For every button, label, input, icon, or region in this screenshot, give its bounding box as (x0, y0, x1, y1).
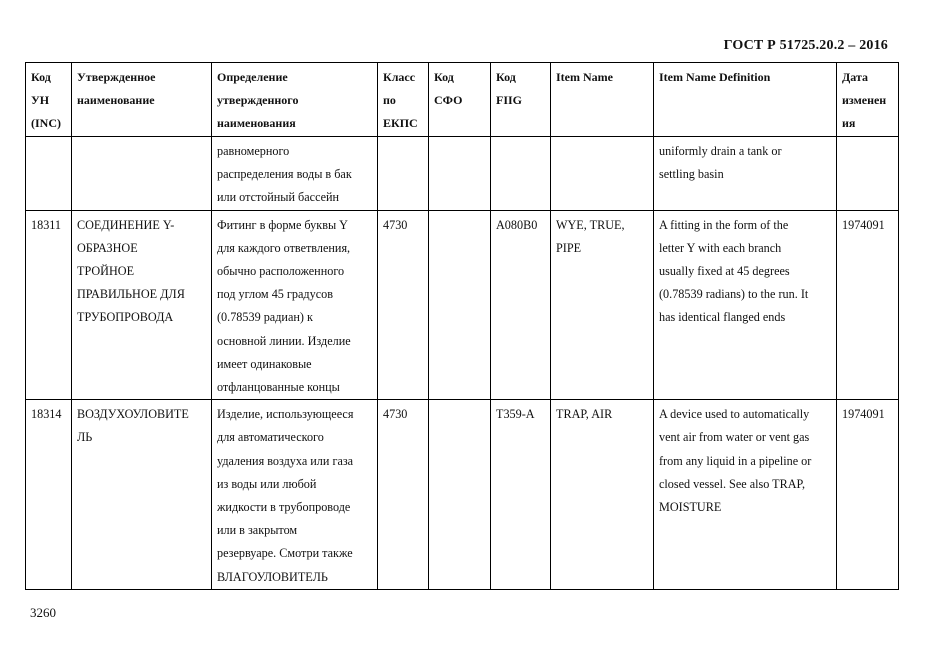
cell-name-ru: ВОЗДУХОУЛОВИТЕ ЛЬ (72, 400, 212, 590)
cell-ekps-class (378, 137, 429, 211)
page-number: 3260 (30, 605, 56, 620)
col-header-approved-name: Утвержденное наименование (72, 63, 212, 137)
cell-ekps-class: 4730 (378, 400, 429, 590)
cell-item-name: TRAP, AIR (551, 400, 654, 590)
cell-definition-ru: Фитинг в форме буквы Y для каждого ответвления, обычно расположенного под углом 45 градусов (0.78539 радиан) к основной линии. Изделие имеет одинаковые отфланцованные концы (212, 210, 378, 400)
col-header-definition-ru: Определение утвержденного наименования (212, 63, 378, 137)
cell-definition-en: A device used to automatically vent air from water or vent gas from any liquid in a pipeline or closed vessel. See also TRAP, MOISTURE (654, 400, 837, 590)
col-header-item-name: Item Name (551, 63, 654, 137)
cell-inc: 18314 (26, 400, 72, 590)
cell-fiig-code: A080B0 (491, 210, 551, 400)
table-row (26, 210, 899, 400)
col-header-sfo-code: Код СФО (429, 63, 491, 137)
cell-sfo-code (429, 400, 491, 590)
cell-item-name (551, 137, 654, 211)
col-header-ekps-class: Класс по ЕКПС (378, 63, 429, 137)
cell-inc (26, 137, 72, 211)
cell-definition-ru: равномерного распределения воды в бак или отстойный бассейн (212, 137, 378, 211)
cell-sfo-code (429, 210, 491, 400)
table-header-row (26, 63, 899, 137)
cell-definition-ru: Изделие, использующееся для автоматического удаления воздуха или газа из воды или любой жидкости в трубопроводе или в закрытом резервуаре. Смотри также ВЛАГОУЛОВИТЕЛЬ (212, 400, 378, 590)
cell-name-ru (72, 137, 212, 211)
catalog-table (25, 62, 899, 590)
table-row-continuation (26, 137, 899, 211)
col-header-change-date: Дата изменен ия (837, 63, 899, 137)
cell-definition-en: A fitting in the form of the letter Y with each branch usually fixed at 45 degrees (0.78539 radians) to the run. It has identical flanged ends (654, 210, 837, 400)
cell-fiig-code: T359-A (491, 400, 551, 590)
cell-item-name: WYE, TRUE, PIPE (551, 210, 654, 400)
document-header: ГОСТ Р 51725.20.2 – 2016 (723, 38, 888, 53)
col-header-inc: Код УН (INC) (26, 63, 72, 137)
cell-change-date: 1974091 (837, 400, 899, 590)
col-header-item-definition: Item Name Definition (654, 63, 837, 137)
cell-ekps-class: 4730 (378, 210, 429, 400)
table-row (26, 400, 899, 590)
cell-name-ru: СОЕДИНЕНИЕ Y- ОБРАЗНОЕ ТРОЙНОЕ ПРАВИЛЬНОЕ ДЛЯ ТРУБОПРОВОДА (72, 210, 212, 400)
cell-definition-en: uniformly drain a tank or settling basin (654, 137, 837, 211)
cell-change-date (837, 137, 899, 211)
col-header-fiig-code: Код FIIG (491, 63, 551, 137)
cell-change-date: 1974091 (837, 210, 899, 400)
cell-inc: 18311 (26, 210, 72, 400)
cell-fiig-code (491, 137, 551, 211)
cell-sfo-code (429, 137, 491, 211)
